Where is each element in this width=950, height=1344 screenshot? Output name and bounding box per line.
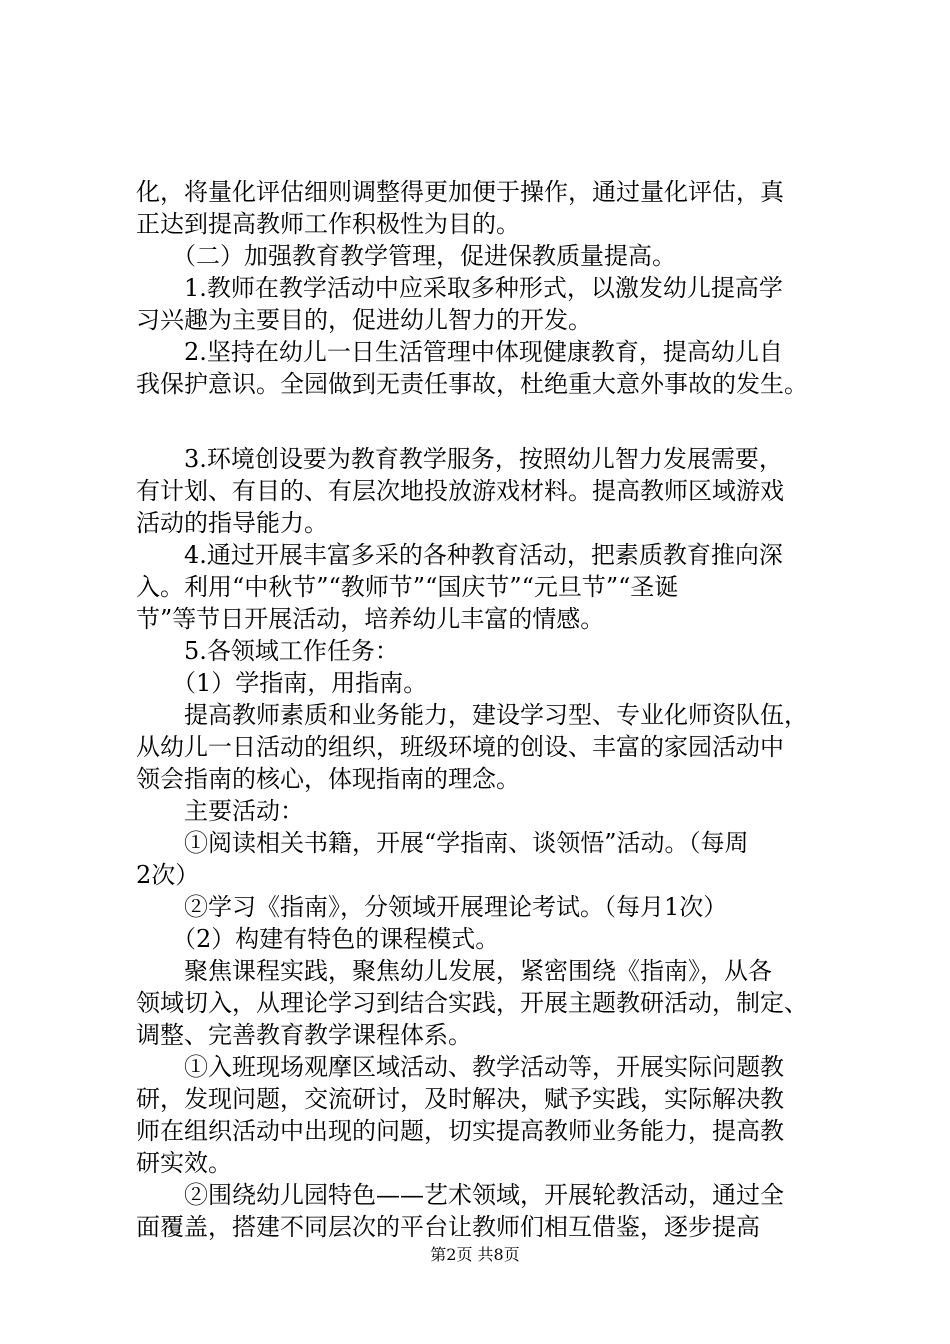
page-number-label: 第2页 共8页 [430,1245,520,1264]
text-line: 1.教师在教学活动中应采取多种形式，以激发幼儿提高学 [136,274,783,302]
subsection-heading: （1）学指南，用指南。 [136,669,428,697]
page-footer [0,1245,950,1265]
text-line: ②学习《指南》，分领域开展理论考试。（每月1次） [136,893,728,921]
text-line: 研实效。 [136,1149,232,1177]
text-line: ①阅读相关书籍，开展“学指南、谈领悟”活动。（每周 [136,829,749,857]
text-line: 3.环境创设要为教育教学服务，按照幼儿智力发展需要， [136,445,783,473]
text-line: 研，发现问题，交流研讨，及时解决，赋予实践，实际解决教 [136,1085,784,1113]
text-line: 领会指南的核心，体现指南的理念。 [136,765,520,793]
document-body [136,176,836,1243]
text-line: 领域切入，从理论学习到结合实践，开展主题教研活动，制定、 [136,989,808,1017]
text-line: 入。利用“中秋节”“教师节”“国庆节”“元旦节”“圣诞 [136,573,679,601]
text-line: ②围绕幼儿园特色——艺术领域，开展轮教活动，通过全 [136,1181,784,1209]
text-line: 节”等节日开展活动，培养幼儿丰富的情感。 [136,605,605,633]
section-heading: （二）加强教育教学管理，促进保教质量提高。 [136,242,676,270]
text-line: 正达到提高教师工作积极性为目的。 [136,210,520,238]
text-line: 调整、完善教育教学课程体系。 [136,1021,472,1049]
text-line: 2.坚持在幼儿一日生活管理中体现健康教育，提高幼儿自 [136,338,783,366]
text-line: 聚焦课程实践，聚焦幼儿发展，紧密围绕《指南》，从各 [136,957,772,985]
text-line: 5.各领域工作任务： [136,637,399,665]
text-line: 化，将量化评估细则调整得更加便于操作，通过量化评估，真 [136,178,784,206]
text-line: 我保护意识。全园做到无责任事故，杜绝重大意外事故的发生。 [136,370,808,398]
text-line: 4.通过开展丰富多采的各种教育活动，把素质教育推向深 [136,541,783,569]
paragraph-gap [136,400,836,443]
text-line: 面覆盖，搭建不同层次的平台让教师们相互借鉴，逐步提高 [136,1213,760,1241]
text-line: 活动的指导能力。 [136,509,328,537]
text-line: 有计划、有目的、有层次地投放游戏材料。提高教师区域游戏 [136,477,784,505]
text-line: 从幼儿一日活动的组织，班级环境的创设、丰富的家园活动中 [136,733,784,761]
text-line: ①入班现场观摩区域活动、教学活动等，开展实际问题教 [136,1053,784,1081]
text-line: 主要活动： [136,797,304,825]
text-line: 习兴趣为主要目的，促进幼儿智力的开发。 [136,306,592,334]
text-line: 提高教师素质和业务能力，建设学习型、专业化师资队伍， [136,701,808,729]
text-line: 师在组织活动中出现的问题，切实提高教师业务能力，提高教 [136,1117,784,1145]
text-line: 2次） [136,861,200,889]
subsection-heading: （2）构建有特色的课程模式。 [136,925,500,953]
